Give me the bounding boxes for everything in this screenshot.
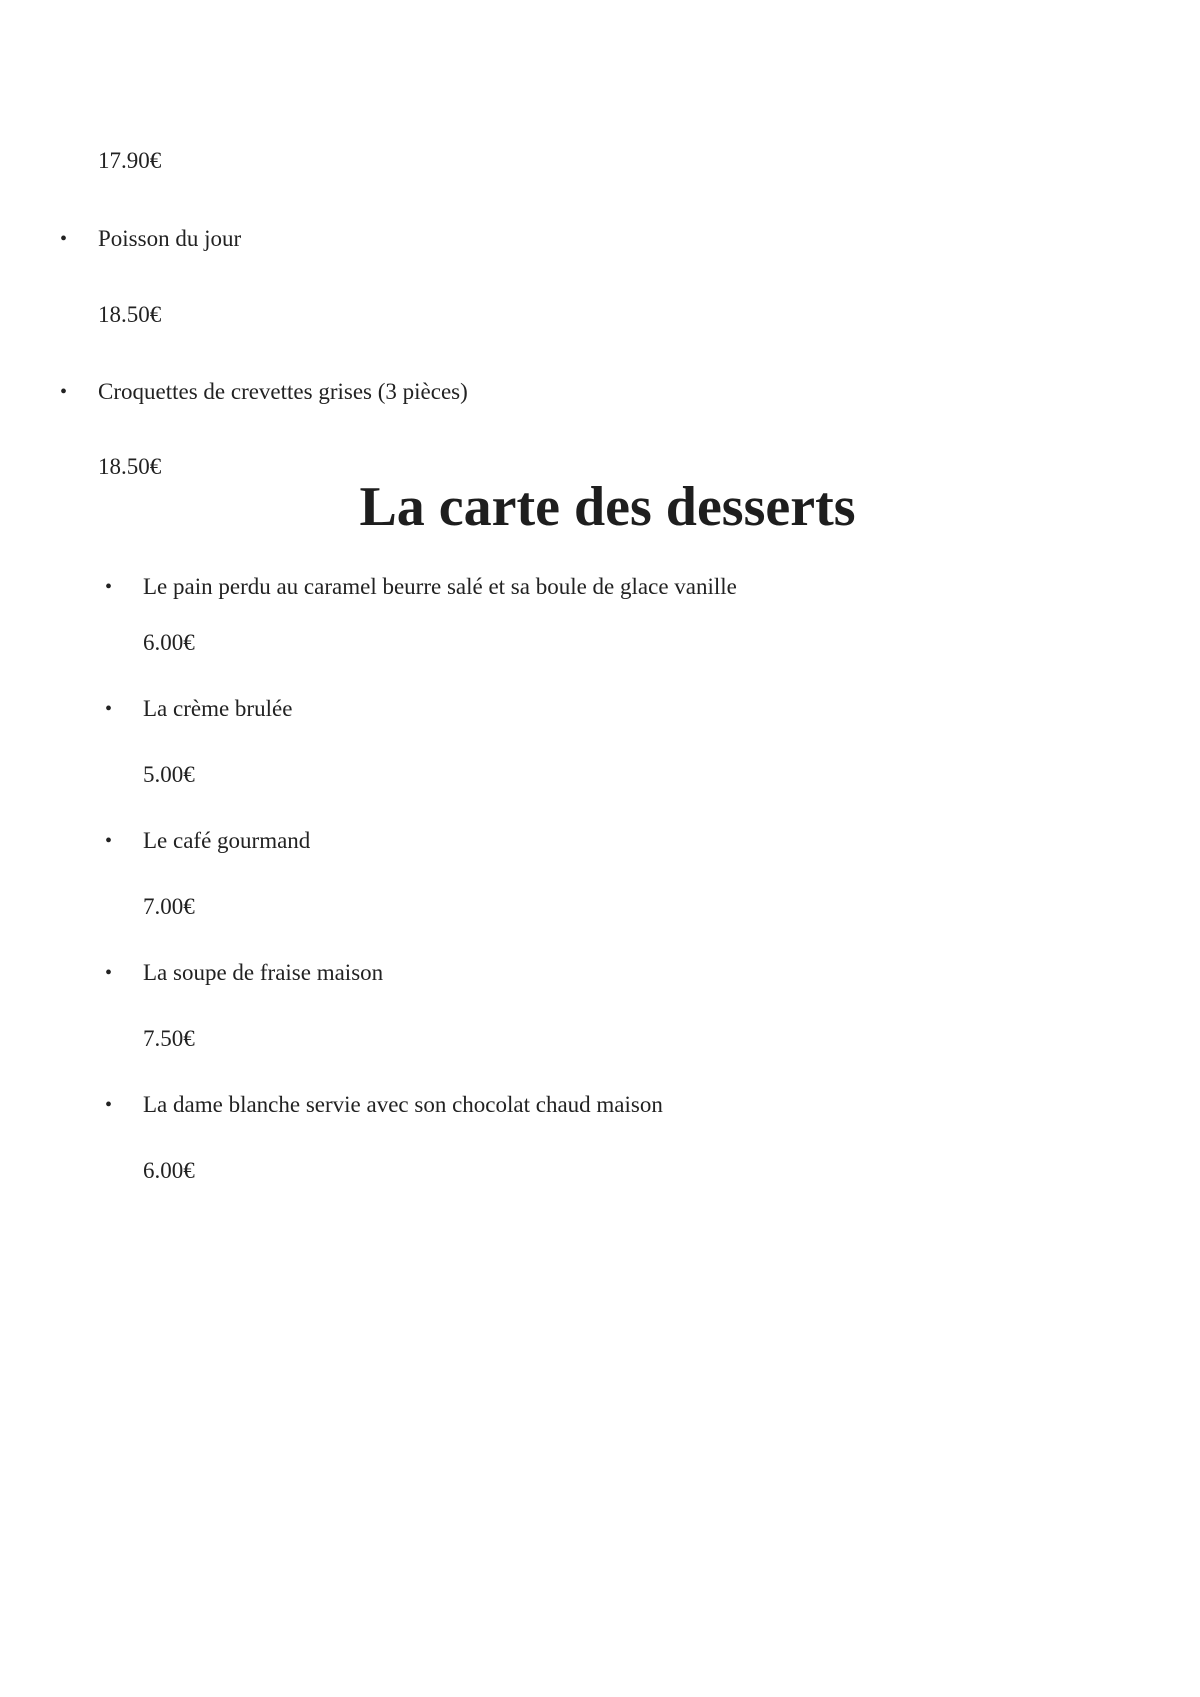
bullet-icon: • bbox=[105, 1094, 113, 1116]
item-price: 18.50€ bbox=[98, 302, 162, 327]
dessert-price: 7.00€ bbox=[143, 894, 195, 919]
dessert-price: 6.00€ bbox=[143, 630, 195, 655]
dessert-price: 6.00€ bbox=[143, 1158, 195, 1183]
dessert-name: La crème brulée bbox=[143, 696, 293, 721]
dessert-name: La dame blanche servie avec son chocolat chaud maison bbox=[143, 1092, 663, 1117]
dessert-name: Le café gourmand bbox=[143, 828, 311, 853]
item-name: Poisson du jour bbox=[98, 226, 242, 251]
item-name: Croquettes de crevettes grises (3 pièces) bbox=[98, 379, 468, 404]
bullet-icon: • bbox=[105, 962, 113, 984]
item-price: 17.90€ bbox=[98, 148, 162, 173]
bullet-icon: • bbox=[105, 830, 113, 852]
dessert-price: 7.50€ bbox=[143, 1026, 195, 1051]
bullet-icon: • bbox=[105, 698, 113, 720]
item-price: 18.50€ bbox=[98, 454, 162, 479]
dessert-name: Le pain perdu au caramel beurre salé et sa boule de glace vanille bbox=[143, 574, 737, 599]
dessert-price: 5.00€ bbox=[143, 762, 195, 787]
desserts-heading: La carte des desserts bbox=[359, 476, 856, 538]
bullet-icon: • bbox=[60, 381, 68, 403]
bullet-icon: • bbox=[105, 576, 113, 598]
dessert-name: La soupe de fraise maison bbox=[143, 960, 384, 985]
bullet-icon: • bbox=[60, 228, 68, 250]
